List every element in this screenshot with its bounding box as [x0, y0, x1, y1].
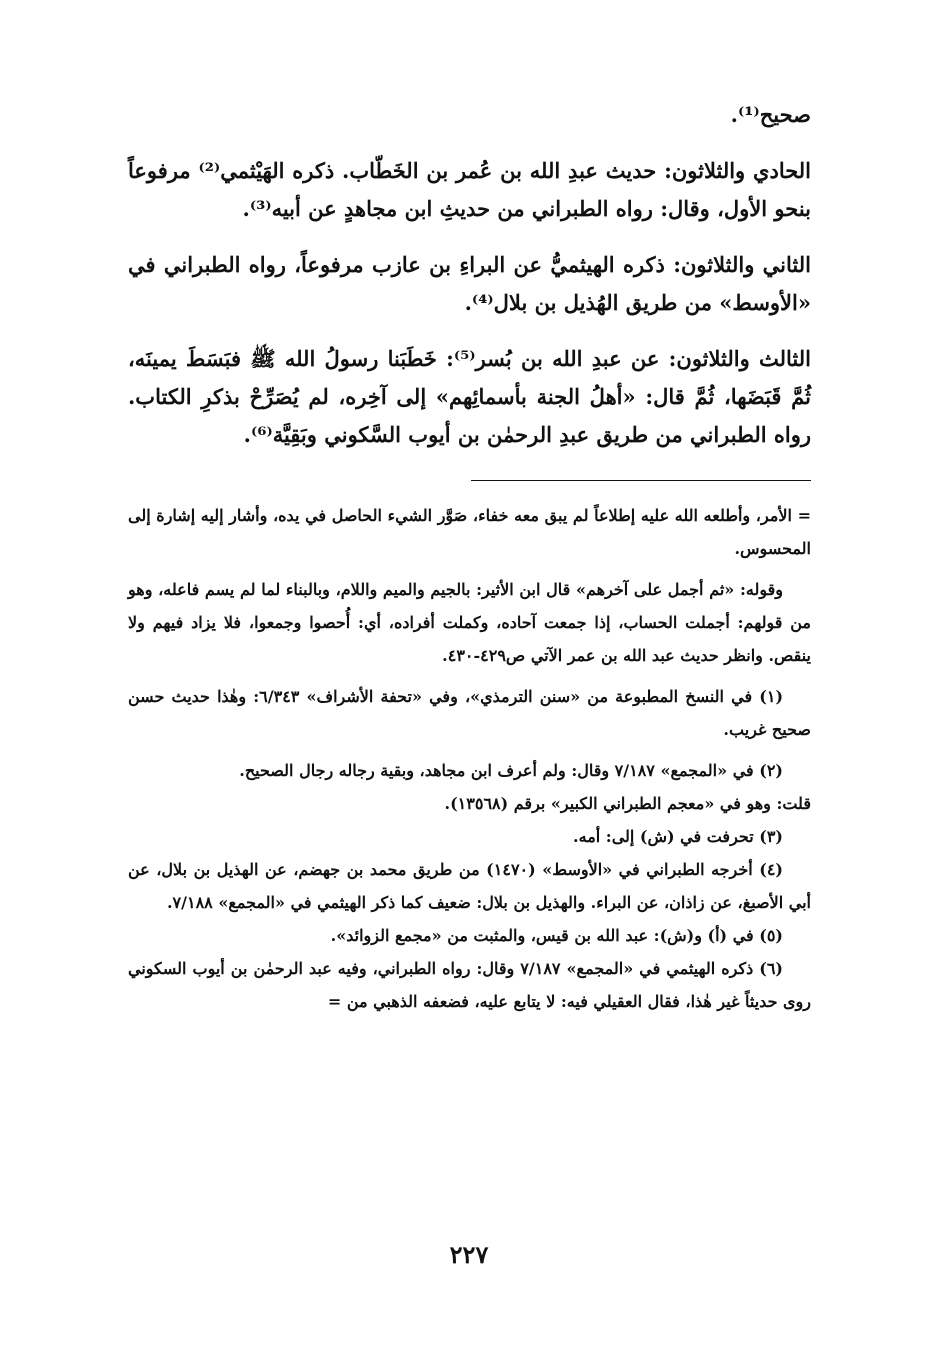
footnotes: [128, 499, 811, 1018]
main-text: [128, 96, 811, 454]
book-page: [128, 96, 811, 1286]
footnote-separator: [471, 480, 811, 481]
main-paragraph: الثالث والثلاثون: عن عبدِ الله بن بُسر⁽⁵⁾: خَطَبَنا رسولُ الله ﷺ فبَسَطَ يمينَه، ثُمَّ قَبَضَها، ثُمَّ قال: «أهلُ الجنة بأسمائِهم» إلى آخِره، لم يُصَرِّحْ بذكرِ الكتاب. رواه الطبراني من طريق عبدِ الرحمٰن بن أيوب السَّكوني وبَقِيَّة⁽⁶⁾.: [128, 346, 811, 447]
main-paragraph: الثاني والثلاثون: ذكره الهيثميُّ عن البراءِ بن عازب مرفوعاً، رواه الطبراني في «الأوسط» من طريق الهُذيل بن بلال⁽⁴⁾.: [128, 252, 811, 315]
footnote-4: (٤) أخرجه الطبراني في «الأوسط» (١٤٧٠) من طريق محمد بن جهضم، عن الهذيل بن بلال، عن أبي الأصبغ، عن زاذان، عن البراء. والهذيل بن بلال: ضعيف كما ذكر الهيثمي في «المجمع» ٧/١٨٨.: [128, 860, 811, 912]
footnote-3: (٣) تحرفت في (ش) إلى: أمه.: [573, 827, 783, 846]
footnote-2-note: قلت: وهو في «معجم الطبراني الكبير» برقم (١٣٥٦٨).: [444, 794, 811, 813]
main-paragraph: صحيح⁽¹⁾.: [730, 102, 811, 127]
footnote-continuation: = الأمر، وأطلعه الله عليه إطلاعاً لم يبق معه خفاء، صَوَّر الشيء الحاصل في يده، وأشار إليه إشارة إلى المحسوس.: [128, 506, 811, 558]
page-number: ٢٢٧: [449, 1240, 489, 1269]
footnote-1: (١) في النسخ المطبوعة من «سنن الترمذي»، وفي «تحفة الأشراف» ٦/٣٤٣: وهٰذا حديث حسن صحيح غريب.: [128, 687, 811, 739]
footnote-2: (٢) في «المجمع» ٧/١٨٧ وقال: ولم أعرف ابن مجاهد، وبقية رجاله رجال الصحيح.: [239, 761, 783, 780]
footnote-paragraph: وقوله: «ثم أجمل على آخرهم» قال ابن الأثير: بالجيم والميم واللام، وبالبناء لما لم يسم فاعله، وهو من قولهم: أجملت الحساب، إذا جمعت آحاده، وكملت أفراده، أي: أُحصوا وجمعوا، فلا يزاد فيهم ولا ينقص. وانظر حديث عبد الله بن عمر الآتي ص٤٢٩-٤٣٠.: [128, 580, 812, 665]
main-paragraph: الحادي والثلاثون: حديث عبدِ الله بن عُمر بن الخَطّاب. ذكره الهَيْثمي⁽²⁾ مرفوعاً بنحو الأول، وقال: رواه الطبراني من حديثِ ابن مجاهدٍ عن أبيه⁽³⁾.: [128, 158, 812, 221]
footnote-6: (٦) ذكره الهيثمي في «المجمع» ٧/١٨٧ وقال: رواه الطبراني، وفيه عبد الرحمٰن بن أيوب السكوني روى حديثاً غير هٰذا، فقال العقيلي فيه: لا يتابع عليه، فضعفه الذهبي من =: [128, 959, 811, 1011]
footnote-5: (٥) في (أ) و(ش): عبد الله بن قيس، والمثبت من «مجمع الزوائد».: [330, 926, 783, 945]
